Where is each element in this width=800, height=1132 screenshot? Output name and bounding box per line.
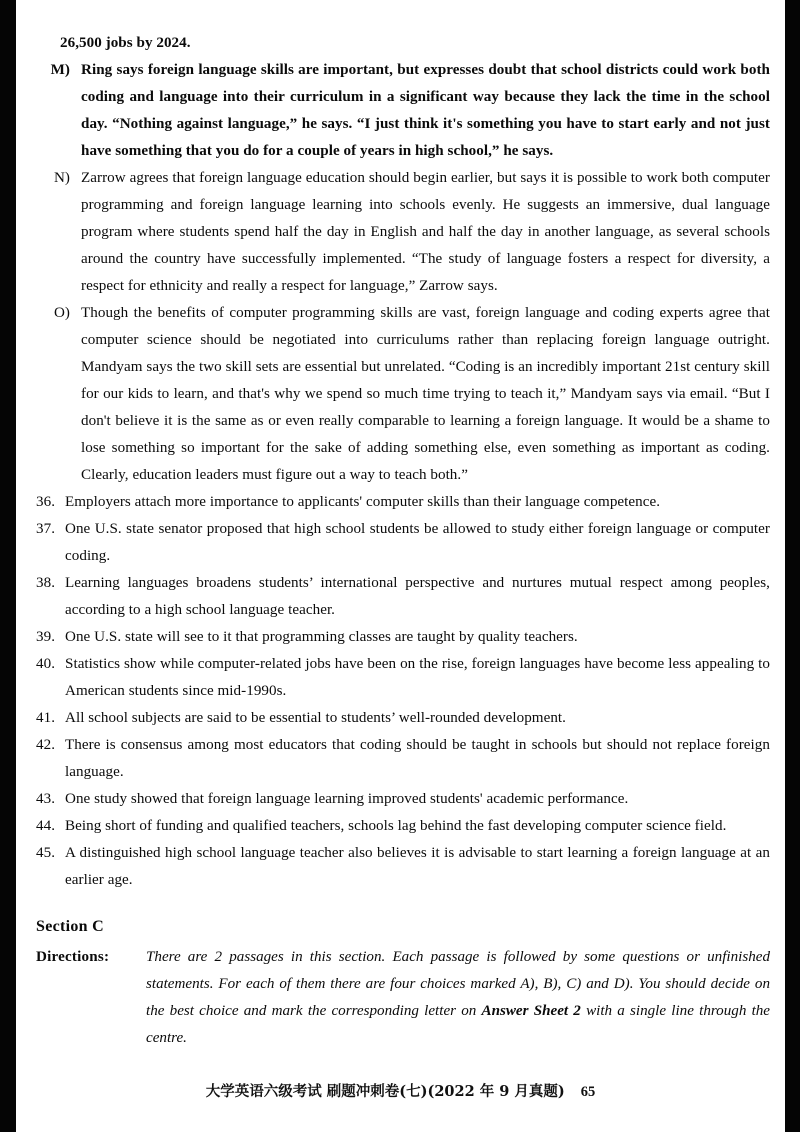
statement-45 bbox=[36, 840, 770, 894]
directions-label: Directions: bbox=[36, 949, 110, 965]
footer-title: 大学英语六级考试 刷题冲刺卷(七)(2022 年 9 月真题) bbox=[205, 1083, 565, 1100]
statement-41 bbox=[36, 705, 770, 732]
statement-36 bbox=[36, 489, 770, 516]
statement-number-39: 39. bbox=[36, 629, 56, 645]
statement-number-40: 40. bbox=[36, 656, 56, 672]
paragraph-text-m: Ring says foreign language skills are important, but expresses doubt that school districts could work both coding and language into their curriculum in a significant way because they lack the time in the school day. “Nothing against language,” he says. “I just think it's something you have to start early and not just have something that you do for a couple of years in high school,” he says. bbox=[81, 62, 770, 159]
statement-number-37: 37. bbox=[36, 521, 56, 537]
page-footer bbox=[16, 1081, 785, 1103]
statement-38 bbox=[36, 570, 770, 624]
scan-edge-right bbox=[785, 0, 800, 1132]
directions-text-part2: with a single line through the centre. bbox=[146, 1003, 771, 1046]
statement-40 bbox=[36, 651, 770, 705]
statement-text-45: A distinguished high school language teacher also believes it is advisable to start learning a foreign language at an earlier age. bbox=[65, 845, 770, 888]
statement-number-42: 42. bbox=[36, 737, 56, 753]
scan-edge-left bbox=[0, 0, 16, 1132]
statement-text-36: Employers attach more importance to applicants' computer skills than their language competence. bbox=[65, 494, 661, 510]
paragraph-m bbox=[36, 57, 770, 165]
scanned-page bbox=[16, 0, 785, 1132]
section-heading: Section C bbox=[36, 918, 105, 935]
statement-number-38: 38. bbox=[36, 575, 56, 591]
statement-text-38: Learning languages broadens students’ international perspective and nurtures mutual respect among peoples, according to a high school language teacher. bbox=[65, 575, 770, 618]
statement-text-41: All school subjects are said to be essential to students’ well-rounded development. bbox=[65, 710, 567, 726]
statement-37 bbox=[36, 516, 770, 570]
paragraph-text-o: Though the benefits of computer programming skills are vast, foreign language and coding experts agree that computer science should be negotiated into curriculums rather than replacing foreign language outright. Mandyam says the two skill sets are essential but unrelated. “Coding is an incredibly important 21st century skill for our kids to learn, and that's why we spend so much time trying to teach it,” Mandyam says via email. “But I don't believe it is the same as or even really comparable to learning a foreign language. It would be a shame to lose something so important for the sake of adding something else, even something as important as coding. Clearly, education leaders must figure out a way to teach both.” bbox=[81, 305, 770, 483]
statement-42 bbox=[36, 732, 770, 786]
directions-text-part1: There are 2 passages in this section. Each passage is followed by some questions or unfinished statements. For each of them there are four choices marked A), B), C) and D). You should decide on the best choice and mark the corresponding letter on bbox=[146, 949, 770, 1019]
directions-text bbox=[146, 944, 770, 1052]
paragraph-n bbox=[36, 165, 770, 300]
statement-text-43: One study showed that foreign language learning improved students' academic performance. bbox=[65, 791, 629, 807]
paragraph-marker-m: M) bbox=[50, 62, 70, 78]
page-number: 65 bbox=[580, 1084, 596, 1100]
statement-number-45: 45. bbox=[36, 845, 56, 861]
statement-44 bbox=[36, 813, 770, 840]
statement-text-42: There is consensus among most educators that coding should be taught in schools but should not replace foreign language. bbox=[65, 737, 770, 780]
statement-number-41: 41. bbox=[36, 710, 56, 726]
statement-number-36: 36. bbox=[36, 494, 56, 510]
statement-text-39: One U.S. state will see to it that programming classes are taught by quality teachers. bbox=[65, 629, 578, 645]
paragraph-marker-o: O) bbox=[53, 305, 70, 321]
paragraph-o bbox=[36, 300, 770, 489]
statement-text-44: Being short of funding and qualified teachers, schools lag behind the fast developing computer science field. bbox=[65, 818, 727, 834]
directions-block bbox=[36, 944, 770, 1052]
statement-text-37: One U.S. state senator proposed that high school students be allowed to study either foreign language or computer coding. bbox=[65, 521, 770, 564]
statement-number-44: 44. bbox=[36, 818, 56, 834]
page-content bbox=[36, 30, 770, 1052]
directions-answer-sheet-emphasis: Answer Sheet 2 bbox=[481, 1003, 581, 1019]
statement-number-43: 43. bbox=[36, 791, 56, 807]
statement-39 bbox=[36, 624, 770, 651]
continuation-line: 26,500 jobs by 2024. bbox=[60, 35, 191, 51]
paragraph-text-n: Zarrow agrees that foreign language education should begin earlier, but says it is possible to work both computer programming and foreign language learning into schools evenly. He suggests an immersive, dual language program where students spend half the day in English and half the day in another language, as several schools around the country have successfully implemented. “The study of language fosters a respect for diversity, a respect for ethnicity and really a respect for language,” Zarrow says. bbox=[81, 170, 770, 294]
statement-text-40: Statistics show while computer-related jobs have been on the rise, foreign languages have become less appealing to American students since mid-1990s. bbox=[65, 656, 770, 699]
paragraph-marker-n: N) bbox=[53, 170, 70, 186]
statement-43 bbox=[36, 786, 770, 813]
